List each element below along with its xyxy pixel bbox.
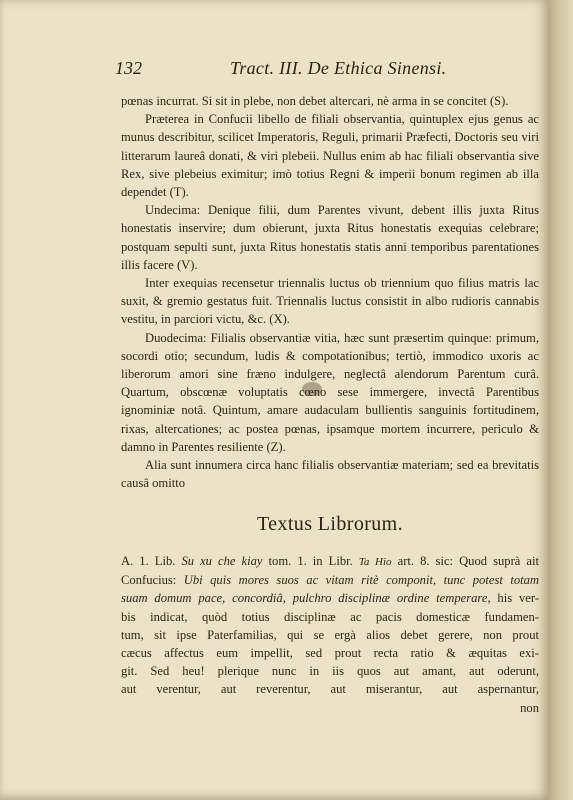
text-line (121, 662, 539, 680)
page-header (115, 58, 525, 84)
body-text (121, 92, 539, 492)
text-line (121, 699, 539, 717)
text-run: git. Sed heu! plerique nunc in iis quos aut amant, aut oderunt, (121, 664, 539, 679)
text-line (121, 589, 539, 607)
section-title: Textus Librorum. (256, 513, 404, 535)
text-line (121, 552, 539, 571)
paragraph: Undecima: Denique filii, dum Parentes vivunt, debent illis juxta Ritus honestatis inservire; dum obierunt, juxta Ritus honestatis exequias celebrare; postquam sepulti sunt, juxta Ritus honestatis statis anni temporibus parentationes illis facere (V). (121, 203, 539, 272)
text-run: cæcus affectus eum impellit, sed prout recta ratio & æquitas exi- (121, 646, 539, 661)
text-run: aut verentur, aut reverentur, aut miserantur, aut aspernantur, (121, 682, 539, 697)
text-run: Su xu che kiay (181, 554, 263, 568)
text-run: art. 8. sic: Quod suprà ait (391, 554, 540, 568)
text-line (121, 626, 539, 644)
text-run: non (520, 700, 539, 715)
text-run: suam domum pace, concordiâ, pulchro disciplinæ ordine temperare (121, 591, 488, 606)
text-run: tom. 1. in Libr. (262, 554, 359, 568)
ink-stain (302, 382, 322, 396)
text-run: Confucius: (121, 573, 184, 588)
text-line (121, 680, 539, 698)
text-line (121, 644, 539, 662)
text-run: , his ver- (487, 591, 539, 606)
text-line (121, 571, 539, 589)
paragraph: pœnas incurrat. Si sit in plebe, non debet altercari, nè arma in se concitet (S). (121, 94, 509, 108)
text-run: Ta Hio (358, 556, 392, 568)
paragraph: Præterea in Confucii libello de filiali observantia, quintuplex ejus genus ac munus describitur, scilicet Imperatoris, Reguli, primarii Præfecti, Doctoris seu viri litterarum laureâ donati, & viri plebeii. Nullus enim ab hac filiali observantia sive Rex, sive plebeius eximitur; imò totius Regni & imperii bonum regimen ab illa dependet (T). (121, 112, 539, 200)
page-number: 132 (115, 58, 142, 78)
paragraph: Duodecima: Filialis observantiæ vitia, hæc sunt præsertim quinque: primum, socordi otio; secundum, ludis & compotationibus; tertiò, immodico uxoris ac liberorum amori sine fræno indulgere, neglectâ alendorum Parentum curâ. Quartum, obscœnæ voluptatis cœno sese immergere, invectâ Parentibus ignominiæ notâ. Quintum, amare audaculam bullientis sanguinis fortitudinem, rixas, altercationes; ac postea pœnas, ipsamque mortem incurrere, periculo & damno in Parentes resiliente (Z). (121, 330, 539, 454)
paragraph: Alia sunt innumera circa hanc filialis observantiæ materiam; sed ea brevitatis causâ omitto (121, 458, 539, 491)
text-line (121, 608, 539, 626)
text-run: A. 1. Lib. (121, 554, 182, 568)
text-run: Ubi quis mores suos ac vitam ritè componit, tunc potest totam (183, 573, 540, 588)
text-run: tum, sit ipse Paterfamilias, qui se ergà alios debet gerere, non prout (121, 627, 539, 642)
running-head: Tract. III. De Ethica Sinensi. (230, 58, 447, 78)
text-run: bis indicat, quòd totius disciplinæ ac pacis domesticæ fundamen- (121, 609, 539, 624)
textus-section (121, 552, 539, 717)
page-edge (548, 0, 573, 800)
paragraph: Inter exequias recensetur triennalis luctus ob triennium quo filius matris lac suxit, & gremio gestatus fuit. Triennalis luctus consistit in albo rudioris cannabis vestitu, in parciori victu, &c. (X). (121, 276, 539, 327)
